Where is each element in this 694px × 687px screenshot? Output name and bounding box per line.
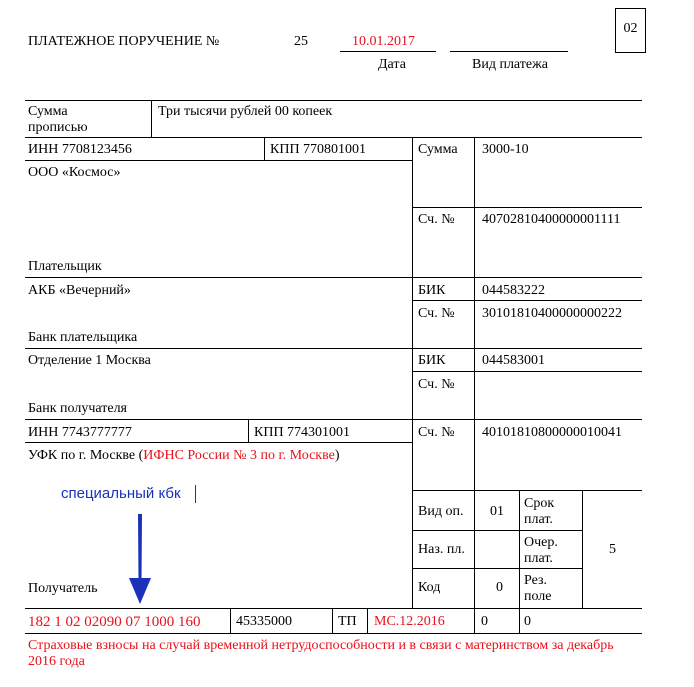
- ocher-plat-label-2: плат.: [524, 551, 553, 566]
- recipient-name-prefix: УФК по г. Москве (: [28, 448, 144, 463]
- annotation-arrow: [126, 514, 154, 606]
- form-code: 02: [623, 21, 638, 36]
- vid-op-value: 01: [490, 504, 504, 519]
- ocher-plat-label-1: Очер.: [524, 535, 558, 550]
- op-row-line-2: [412, 568, 582, 569]
- value-divider-2: [474, 277, 475, 348]
- payer-bank-label: Банк плательщика: [28, 330, 138, 345]
- srok-plat-label-2: плат.: [524, 512, 553, 527]
- payment-basis: ТП: [338, 614, 357, 629]
- recipient-name-suffix: ): [334, 448, 340, 463]
- amount-words-label-2: прописью: [28, 120, 88, 135]
- payer-inn: ИНН 7708123456: [28, 142, 132, 157]
- recipient-kpp: КПП 774301001: [254, 425, 351, 440]
- amount-divider: [151, 100, 152, 137]
- payer-inn-line: [25, 160, 412, 161]
- recipient-bank-name: Отделение 1 Москва: [28, 353, 151, 368]
- recipient-inn-line: [25, 442, 412, 443]
- value-divider-1: [474, 137, 475, 277]
- recipient-bank-bottom-line: [25, 419, 642, 420]
- recipient-name-tax-office: ИФНС России № 3 по г. Москве: [143, 448, 335, 463]
- recipient-bank-mid-line: [412, 371, 642, 372]
- rez-pole-label-2: поле: [524, 589, 552, 604]
- amount-words-label-1: Сумма: [28, 104, 68, 119]
- payer-bank-name: АКБ «Вечерний»: [28, 283, 131, 298]
- payer-bank-bik-value: 044583222: [482, 283, 545, 298]
- payer-sum-line: [412, 207, 642, 208]
- payment-date: 10.01.2017: [352, 34, 415, 49]
- budget-bottom-line: [25, 633, 642, 634]
- recipient-bank-bik-label: БИК: [418, 353, 446, 368]
- form-code-box: [615, 8, 646, 53]
- payment-type-underline: [450, 51, 568, 52]
- form-title: ПЛАТЕЖНОЕ ПОРУЧЕНИЕ №: [28, 34, 220, 49]
- recipient-bank-label: Банк получателя: [28, 401, 127, 416]
- budget-top-line: [25, 608, 642, 609]
- payer-kpp-divider: [264, 137, 265, 160]
- value-divider-3: [474, 348, 475, 419]
- ocher-plat-value: 5: [609, 542, 616, 557]
- sum-label: Сумма: [418, 142, 458, 157]
- recipient-name: [28, 448, 340, 464]
- date-label: Дата: [378, 57, 406, 72]
- date-underline: [340, 51, 436, 52]
- recipient-bank-bik-value: 044583001: [482, 353, 545, 368]
- value-divider-4: [474, 419, 475, 490]
- budget-divider-3: [367, 608, 368, 633]
- annotation-arrow-shaft: [138, 514, 142, 580]
- sum-value: 3000-10: [482, 142, 529, 157]
- budget-divider-1: [230, 608, 231, 633]
- recipient-kpp-divider: [248, 419, 249, 442]
- rez-pole-label-1: Рез.: [524, 573, 548, 588]
- oktmo-value: 45335000: [236, 614, 292, 629]
- recipient-bank-account-label: Сч. №: [418, 377, 455, 392]
- main-divider: [412, 137, 413, 608]
- vid-op-label: Вид оп.: [418, 504, 464, 519]
- payer-bank-mid-line: [412, 300, 642, 301]
- kod-value: 0: [496, 580, 503, 595]
- budget-divider-2: [332, 608, 333, 633]
- op-divider-3: [582, 490, 583, 608]
- recipient-account-label: Сч. №: [418, 425, 455, 440]
- srok-plat-label-1: Срок: [524, 496, 555, 511]
- kod-label: Код: [418, 580, 441, 595]
- text-cursor: [195, 485, 196, 503]
- payer-bank-account-value: 30101810400000000222: [482, 306, 622, 321]
- payer-bank-bottom-line: [25, 348, 642, 349]
- op-divider-2: [519, 490, 520, 633]
- payer-label: Плательщик: [28, 259, 102, 274]
- payer-account-value: 40702810400000001111: [482, 212, 621, 227]
- payment-type-label: Вид платежа: [472, 57, 549, 72]
- kbk-value: 182 1 02 02090 07 1000 160: [28, 614, 201, 630]
- payment-number: 25: [294, 34, 308, 49]
- payer-kpp: КПП 770801001: [270, 142, 367, 157]
- payer-bank-account-label: Сч. №: [418, 306, 455, 321]
- naz-pl-label: Наз. пл.: [418, 542, 465, 557]
- payer-name: ООО «Космос»: [28, 165, 121, 180]
- doc-date: 0: [524, 614, 531, 629]
- amount-top-line: [25, 100, 642, 101]
- payer-account-label: Сч. №: [418, 212, 455, 227]
- op-row-line-1: [412, 530, 582, 531]
- recipient-inn: ИНН 7743777777: [28, 425, 132, 440]
- recipient-label: Получатель: [28, 581, 98, 596]
- recipient-account-line: [412, 490, 642, 491]
- payer-top-line: [25, 137, 642, 138]
- payment-purpose: Страховые взносы на случай временной нетрудоспособности и в связи с материнством за декабрь 2016 года: [28, 638, 614, 669]
- annotation-text: специальный кбк: [61, 485, 181, 502]
- payer-bottom-line: [25, 277, 642, 278]
- recipient-account-value: 40101810800000010041: [482, 425, 622, 440]
- op-divider-1: [474, 490, 475, 633]
- payer-bank-bik-label: БИК: [418, 283, 446, 298]
- doc-number: 0: [481, 614, 488, 629]
- annotation-arrow-head: [129, 578, 151, 604]
- tax-period: МС.12.2016: [374, 614, 445, 629]
- amount-words-value: Три тысячи рублей 00 копеек: [158, 104, 333, 119]
